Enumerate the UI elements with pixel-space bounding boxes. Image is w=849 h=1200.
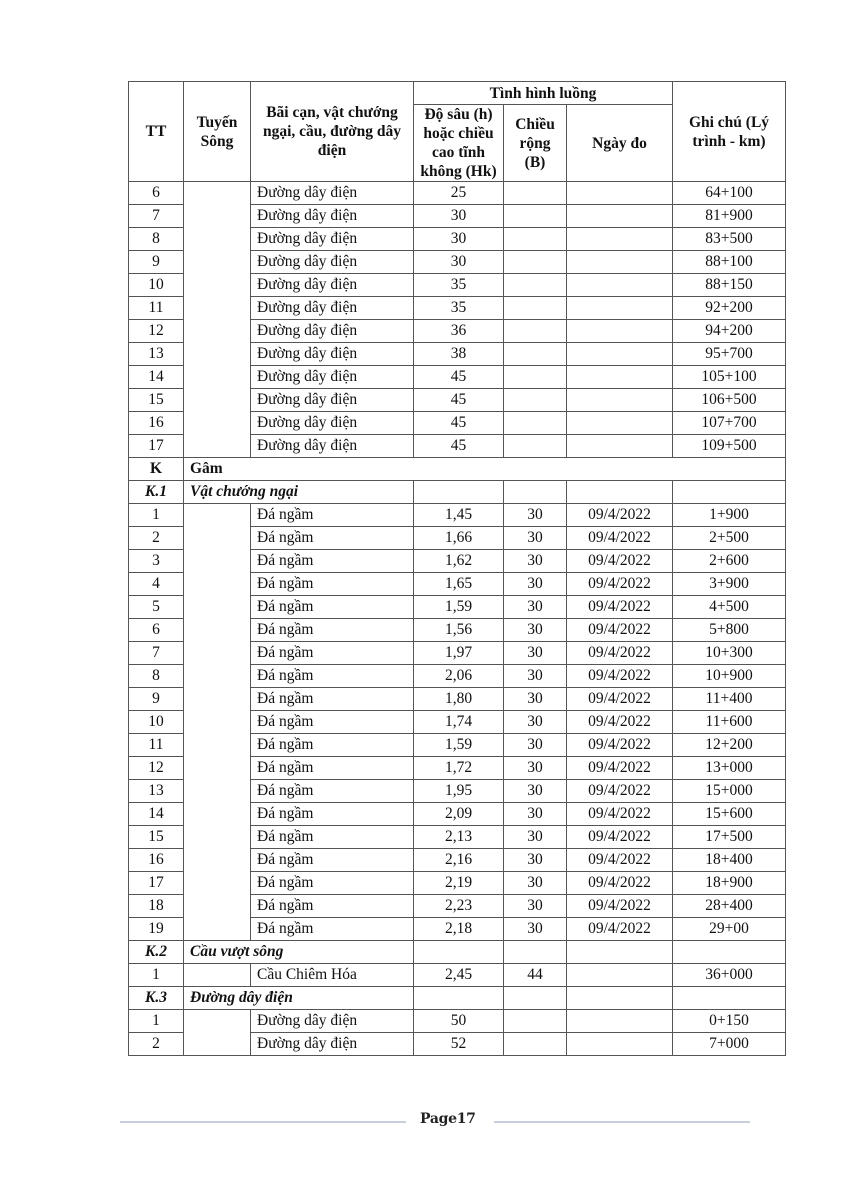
cell-note: 10+900: [673, 665, 786, 688]
cell-width: [504, 435, 567, 458]
cell-name: Cầu Chiêm Hóa: [251, 964, 414, 987]
cell-tt: 8: [129, 228, 184, 251]
cell-name: Đá ngầm: [251, 918, 414, 941]
header-chieu-rong: Chiều rộng (B): [504, 105, 567, 182]
cell-tt: 10: [129, 711, 184, 734]
cell-tt: 14: [129, 366, 184, 389]
cell-depth: 45: [414, 435, 504, 458]
cell-date: 09/4/2022: [567, 918, 673, 941]
cell-date: [567, 297, 673, 320]
cell-tt: 17: [129, 872, 184, 895]
cell-width: 30: [504, 895, 567, 918]
cell-note: 11+400: [673, 688, 786, 711]
cell-name: Đá ngầm: [251, 895, 414, 918]
cell-width: [504, 412, 567, 435]
cell-tt: 13: [129, 780, 184, 803]
empty-cell: [673, 481, 786, 504]
footer-rule-left: [120, 1121, 406, 1123]
cell-width: [504, 228, 567, 251]
cell-depth: 2,23: [414, 895, 504, 918]
cell-depth: 50: [414, 1010, 504, 1033]
header-bai-can: Bãi cạn, vật chướng ngại, cầu, đường dây điện: [251, 82, 414, 182]
cell-depth: 35: [414, 297, 504, 320]
cell-date: 09/4/2022: [567, 596, 673, 619]
cell-width: 30: [504, 596, 567, 619]
cell-depth: 1,74: [414, 711, 504, 734]
cell-note: 11+600: [673, 711, 786, 734]
cell-name: Đá ngầm: [251, 619, 414, 642]
cell-date: 09/4/2022: [567, 734, 673, 757]
footer-rule-right: [494, 1121, 750, 1123]
header-tt: TT: [129, 82, 184, 182]
page-number: Page17: [420, 1111, 476, 1127]
cell-date: 09/4/2022: [567, 573, 673, 596]
cell-name: Đường dây điện: [251, 320, 414, 343]
cell-name: Đường dây điện: [251, 1033, 414, 1056]
cell-name: Đá ngầm: [251, 642, 414, 665]
cell-date: 09/4/2022: [567, 803, 673, 826]
cell-date: [567, 1010, 673, 1033]
cell-width: 30: [504, 688, 567, 711]
cell-note: 18+900: [673, 872, 786, 895]
cell-width: [504, 343, 567, 366]
empty-cell: [673, 941, 786, 964]
cell-width: 44: [504, 964, 567, 987]
obstacle-table: [128, 81, 786, 1056]
cell-date: [567, 389, 673, 412]
cell-tt: 12: [129, 320, 184, 343]
empty-cell: [504, 941, 567, 964]
cell-width: 30: [504, 642, 567, 665]
cell-date: [567, 228, 673, 251]
cell-name: Đá ngầm: [251, 849, 414, 872]
cell-tt: 10: [129, 274, 184, 297]
cell-tt: 15: [129, 826, 184, 849]
cell-depth: 45: [414, 389, 504, 412]
cell-name: Đường dây điện: [251, 297, 414, 320]
table-row: [129, 964, 786, 987]
cell-width: [504, 1033, 567, 1056]
cell-width: 30: [504, 711, 567, 734]
empty-cell: [567, 941, 673, 964]
cell-date: 09/4/2022: [567, 665, 673, 688]
cell-note: 5+800: [673, 619, 786, 642]
cell-date: 09/4/2022: [567, 619, 673, 642]
cell-depth: 1,72: [414, 757, 504, 780]
cell-tt: 6: [129, 619, 184, 642]
cell-note: 0+150: [673, 1010, 786, 1033]
cell-name: Đường dây điện: [251, 251, 414, 274]
cell-tt: 16: [129, 849, 184, 872]
cell-depth: 25: [414, 182, 504, 205]
cell-date: [567, 1033, 673, 1056]
cell-note: 29+00: [673, 918, 786, 941]
cell-name: Đường dây điện: [251, 412, 414, 435]
cell-date: [567, 320, 673, 343]
subsection-code: K.3: [129, 987, 184, 1010]
cell-note: 7+000: [673, 1033, 786, 1056]
cell-tt: 7: [129, 642, 184, 665]
cell-width: 30: [504, 849, 567, 872]
cell-date: 09/4/2022: [567, 527, 673, 550]
subsection-code: K.1: [129, 481, 184, 504]
cell-date: [567, 182, 673, 205]
cell-depth: 45: [414, 412, 504, 435]
cell-name: Đá ngầm: [251, 734, 414, 757]
cell-width: [504, 182, 567, 205]
header-ngay-do: Ngày đo: [567, 105, 673, 182]
cell-width: 30: [504, 527, 567, 550]
subsection-row: [129, 987, 786, 1010]
cell-note: 92+200: [673, 297, 786, 320]
cell-name: Đường dây điện: [251, 343, 414, 366]
cell-date: [567, 964, 673, 987]
cell-name: Đá ngầm: [251, 504, 414, 527]
cell-date: 09/4/2022: [567, 642, 673, 665]
cell-date: 09/4/2022: [567, 872, 673, 895]
cell-depth: 30: [414, 251, 504, 274]
cell-name: Đá ngầm: [251, 688, 414, 711]
table-header: [129, 82, 786, 182]
cell-note: 3+900: [673, 573, 786, 596]
table-row: [129, 1010, 786, 1033]
cell-name: Đá ngầm: [251, 711, 414, 734]
cell-depth: 2,45: [414, 964, 504, 987]
cell-note: 106+500: [673, 389, 786, 412]
cell-tt: 5: [129, 596, 184, 619]
subsection-row: [129, 481, 786, 504]
section-row: [129, 458, 786, 481]
cell-tt: 6: [129, 182, 184, 205]
page-footer: [0, 1110, 849, 1134]
cell-tt: 2: [129, 527, 184, 550]
cell-width: 30: [504, 734, 567, 757]
cell-note: 64+100: [673, 182, 786, 205]
cell-width: [504, 366, 567, 389]
cell-note: 13+000: [673, 757, 786, 780]
cell-tuyen-song: [184, 504, 251, 941]
cell-note: 95+700: [673, 343, 786, 366]
section-title: Gâm: [184, 458, 786, 481]
cell-date: 09/4/2022: [567, 780, 673, 803]
cell-date: 09/4/2022: [567, 895, 673, 918]
cell-date: 09/4/2022: [567, 826, 673, 849]
cell-note: 18+400: [673, 849, 786, 872]
cell-depth: 2,18: [414, 918, 504, 941]
cell-width: [504, 1010, 567, 1033]
cell-tuyen-song: [184, 1010, 251, 1056]
cell-width: 30: [504, 872, 567, 895]
empty-cell: [504, 987, 567, 1010]
cell-date: [567, 205, 673, 228]
cell-depth: 2,09: [414, 803, 504, 826]
cell-name: Đường dây điện: [251, 182, 414, 205]
cell-note: 28+400: [673, 895, 786, 918]
cell-tt: 7: [129, 205, 184, 228]
cell-tt: 11: [129, 734, 184, 757]
cell-width: 30: [504, 826, 567, 849]
cell-tt: 16: [129, 412, 184, 435]
cell-depth: 2,16: [414, 849, 504, 872]
cell-name: Đá ngầm: [251, 803, 414, 826]
cell-note: 88+100: [673, 251, 786, 274]
cell-tt: 15: [129, 389, 184, 412]
cell-note: 88+150: [673, 274, 786, 297]
empty-cell: [567, 987, 673, 1010]
cell-tt: 9: [129, 688, 184, 711]
cell-name: Đá ngầm: [251, 826, 414, 849]
cell-name: Đá ngầm: [251, 872, 414, 895]
cell-width: [504, 320, 567, 343]
cell-tt: 11: [129, 297, 184, 320]
cell-note: 107+700: [673, 412, 786, 435]
cell-width: 30: [504, 619, 567, 642]
cell-depth: 2,06: [414, 665, 504, 688]
cell-tt: 9: [129, 251, 184, 274]
cell-note: 10+300: [673, 642, 786, 665]
subsection-code: K.2: [129, 941, 184, 964]
cell-width: [504, 389, 567, 412]
empty-cell: [414, 987, 504, 1010]
header-ghi-chu: Ghi chú (Lý trình - km): [673, 82, 786, 182]
table-row: [129, 182, 786, 205]
cell-tt: 12: [129, 757, 184, 780]
cell-depth: 30: [414, 205, 504, 228]
cell-width: 30: [504, 665, 567, 688]
cell-tuyen-song: [184, 182, 251, 458]
cell-date: [567, 343, 673, 366]
cell-note: 36+000: [673, 964, 786, 987]
subsection-row: [129, 941, 786, 964]
header-tinh-hinh-luong: Tình hình luồng: [414, 82, 673, 105]
cell-note: 12+200: [673, 734, 786, 757]
empty-cell: [567, 481, 673, 504]
cell-note: 109+500: [673, 435, 786, 458]
empty-cell: [673, 987, 786, 1010]
cell-width: 30: [504, 573, 567, 596]
cell-depth: 2,13: [414, 826, 504, 849]
cell-tt: 8: [129, 665, 184, 688]
cell-width: [504, 251, 567, 274]
cell-name: Đá ngầm: [251, 550, 414, 573]
cell-note: 17+500: [673, 826, 786, 849]
cell-depth: 35: [414, 274, 504, 297]
cell-name: Đường dây điện: [251, 389, 414, 412]
cell-note: 83+500: [673, 228, 786, 251]
cell-depth: 1,95: [414, 780, 504, 803]
empty-cell: [414, 481, 504, 504]
cell-name: Đá ngầm: [251, 573, 414, 596]
cell-depth: 1,59: [414, 734, 504, 757]
cell-name: Đá ngầm: [251, 757, 414, 780]
cell-name: Đường dây điện: [251, 205, 414, 228]
cell-note: 81+900: [673, 205, 786, 228]
cell-tt: 1: [129, 964, 184, 987]
cell-date: 09/4/2022: [567, 757, 673, 780]
cell-date: [567, 251, 673, 274]
cell-tt: 1: [129, 504, 184, 527]
cell-tt: 1: [129, 1010, 184, 1033]
cell-date: 09/4/2022: [567, 688, 673, 711]
cell-name: Đường dây điện: [251, 435, 414, 458]
cell-depth: 1,59: [414, 596, 504, 619]
cell-depth: 1,97: [414, 642, 504, 665]
cell-depth: 2,19: [414, 872, 504, 895]
cell-name: Đá ngầm: [251, 780, 414, 803]
cell-tt: 4: [129, 573, 184, 596]
cell-width: [504, 205, 567, 228]
cell-name: Đường dây điện: [251, 228, 414, 251]
cell-depth: 38: [414, 343, 504, 366]
empty-cell: [504, 481, 567, 504]
cell-date: [567, 435, 673, 458]
cell-depth: 1,45: [414, 504, 504, 527]
cell-depth: 36: [414, 320, 504, 343]
subsection-title: Đường dây điện: [184, 987, 414, 1010]
empty-cell: [414, 941, 504, 964]
cell-note: 2+500: [673, 527, 786, 550]
cell-date: 09/4/2022: [567, 711, 673, 734]
cell-name: Đường dây điện: [251, 274, 414, 297]
cell-tt: 17: [129, 435, 184, 458]
cell-depth: 52: [414, 1033, 504, 1056]
cell-depth: 45: [414, 366, 504, 389]
cell-depth: 1,56: [414, 619, 504, 642]
cell-name: Đường dây điện: [251, 1010, 414, 1033]
cell-name: Đá ngầm: [251, 596, 414, 619]
table-body: [129, 182, 786, 1056]
cell-note: 15+000: [673, 780, 786, 803]
cell-tt: 13: [129, 343, 184, 366]
cell-depth: 1,66: [414, 527, 504, 550]
cell-width: 30: [504, 918, 567, 941]
cell-date: 09/4/2022: [567, 550, 673, 573]
cell-width: 30: [504, 550, 567, 573]
cell-width: 30: [504, 504, 567, 527]
cell-name: Đá ngầm: [251, 665, 414, 688]
cell-depth: 1,62: [414, 550, 504, 573]
subsection-title: Vật chướng ngại: [184, 481, 414, 504]
subsection-title: Cầu vượt sông: [184, 941, 414, 964]
cell-width: [504, 297, 567, 320]
cell-name: Đường dây điện: [251, 366, 414, 389]
cell-note: 2+600: [673, 550, 786, 573]
cell-width: [504, 274, 567, 297]
cell-note: 15+600: [673, 803, 786, 826]
cell-note: 94+200: [673, 320, 786, 343]
cell-depth: 1,80: [414, 688, 504, 711]
cell-tt: 18: [129, 895, 184, 918]
cell-note: 4+500: [673, 596, 786, 619]
cell-date: 09/4/2022: [567, 504, 673, 527]
header-do-sau: Độ sâu (h) hoặc chiều cao tĩnh không (Hk): [414, 105, 504, 182]
cell-depth: 1,65: [414, 573, 504, 596]
cell-width: 30: [504, 780, 567, 803]
table-row: [129, 504, 786, 527]
cell-tt: 3: [129, 550, 184, 573]
cell-name: Đá ngầm: [251, 527, 414, 550]
cell-note: 1+900: [673, 504, 786, 527]
cell-width: 30: [504, 757, 567, 780]
cell-date: [567, 274, 673, 297]
cell-depth: 30: [414, 228, 504, 251]
cell-note: 105+100: [673, 366, 786, 389]
cell-tt: 19: [129, 918, 184, 941]
cell-tt: 2: [129, 1033, 184, 1056]
cell-width: 30: [504, 803, 567, 826]
cell-date: [567, 412, 673, 435]
header-tuyen-song: Tuyến Sông: [184, 82, 251, 182]
cell-date: [567, 366, 673, 389]
cell-tt: 14: [129, 803, 184, 826]
section-code: K: [129, 458, 184, 481]
cell-date: 09/4/2022: [567, 849, 673, 872]
cell-tuyen-song: [184, 964, 251, 987]
